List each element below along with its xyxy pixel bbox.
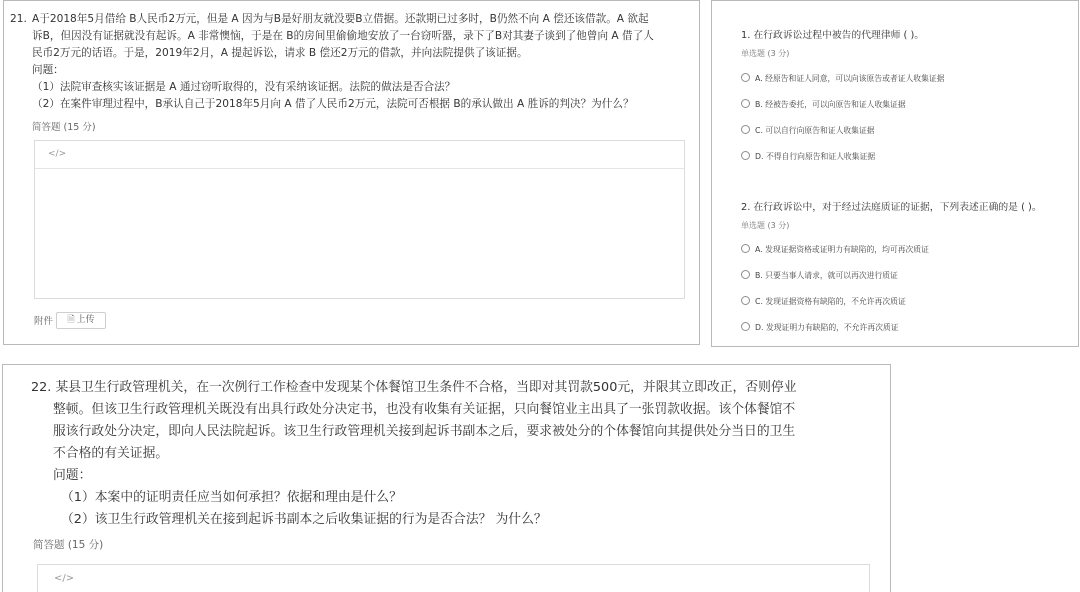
option-text: C. 可以自行向原告和证人收集证据 — [755, 126, 875, 135]
mcq-stem: 2. 在行政诉讼中，对于经过法庭质证的证据，下列表述正确的是 ( )。 — [741, 202, 1042, 213]
radio-icon[interactable] — [741, 244, 750, 253]
question-line: 问题： — [32, 64, 64, 76]
question-21-panel — [3, 0, 700, 345]
question-type-label: 简答题 (15 分) — [32, 122, 96, 133]
option-text: A. 经原告和证人同意，可以向该原告或者证人收集证据 — [755, 74, 945, 83]
radio-icon[interactable] — [741, 125, 750, 134]
code-view-icon[interactable]: </> — [48, 149, 67, 159]
radio-icon[interactable] — [741, 270, 750, 279]
answer-editor[interactable] — [37, 564, 870, 592]
sub-question: （2）在案件审理过程中，B承认自己于2018年5月向 A 借了人民币2万元，法院可否根据 B的承认做出 A 胜诉的判决？为什么？ — [32, 98, 634, 110]
option-text: A. 发现证据资格或证明力有缺陷的，均可再次质证 — [755, 245, 929, 254]
code-view-icon[interactable]: </> — [54, 573, 75, 584]
mcq-option[interactable] — [741, 73, 944, 84]
mcq-option[interactable] — [741, 125, 875, 136]
mcq-option[interactable] — [741, 151, 875, 162]
option-text: B. 只要当事人请求，就可以再次进行质证 — [755, 271, 898, 280]
answer-editor[interactable] — [34, 140, 685, 299]
option-text: D. 发现证明力有缺陷的，不允许再次质证 — [755, 323, 899, 332]
question-number: 22. — [31, 380, 52, 395]
radio-icon[interactable] — [741, 73, 750, 82]
mcq-question-1 — [741, 29, 1071, 161]
mcq-question-2 — [741, 201, 1071, 332]
question-line: 不合格的有关证据。 — [53, 446, 169, 461]
mcq-option[interactable] — [741, 296, 906, 307]
option-text: B. 经被告委托，可以向原告和证人收集证据 — [755, 100, 906, 109]
sub-question: （1）本案中的证明责任应当如何承担？依据和理由是什么？ — [61, 490, 402, 505]
mcq-option[interactable] — [741, 322, 899, 333]
option-text: D. 不得自行向原告和证人收集证据 — [755, 152, 876, 161]
upload-label: 上传 — [76, 315, 95, 325]
question-line: 民币2万元的话语。于是，2019年2月，A 提起诉讼，请求 B 偿还2万元的借款，并向法院提供了该证据。 — [32, 47, 528, 59]
question-22-panel — [2, 364, 891, 592]
radio-icon[interactable] — [741, 99, 750, 108]
upload-button[interactable] — [56, 312, 106, 329]
question-line: 服该行政处分决定，即向人民法院起诉。该卫生行政管理机关接到起诉书副本之后，要求被处分的个体餐馆向其提供处分当日的卫生 — [53, 424, 796, 439]
radio-icon[interactable] — [741, 151, 750, 160]
mcq-stem: 1. 在行政诉讼过程中被告的代理律师 ( )。 — [741, 30, 925, 41]
question-22-text — [31, 377, 871, 531]
attachment-label: 附件 — [34, 316, 54, 327]
mcq-option[interactable] — [741, 270, 898, 281]
question-line — [31, 377, 871, 399]
radio-icon[interactable] — [741, 296, 750, 305]
mcq-panel — [711, 0, 1079, 347]
mcq-option[interactable] — [741, 244, 929, 255]
upload-file-icon: 🗎 — [67, 315, 75, 325]
question-line-text: 某县卫生行政管理机关，在一次例行工作检查中发现某个体餐馆卫生条件不合格，当即对其罚款500元，并限其立即改正，否则停业 — [55, 380, 797, 395]
sub-question: （1）法院审查核实该证据是 A 通过窃听取得的，没有采纳该证据。法院的做法是否合法？ — [32, 81, 456, 93]
mcq-type-label: 单选题 (3 分) — [741, 49, 790, 58]
question-line: 整顿。但该卫生行政管理机关既没有出具行政处分决定书，也没有收集有关证据，只向餐馆业主出具了一张罚款收据。该个体餐馆不 — [53, 402, 796, 417]
question-type-label: 简答题 (15 分) — [33, 539, 104, 551]
question-21-text — [10, 11, 682, 113]
question-line: A于2018年5月借给 B人民币2万元，但是 A 因为与B是好朋友就没要B立借据。还款期已过多时，B仍然不向 A 偿还该借款。A 欲起 — [32, 13, 649, 25]
editor-toolbar — [35, 141, 684, 169]
option-text: C. 发现证据资格有缺陷的，不允许再次质证 — [755, 297, 906, 306]
mcq-type-label: 单选题 (3 分) — [741, 221, 790, 230]
radio-icon[interactable] — [741, 322, 750, 331]
sub-question: （2）该卫生行政管理机关在接到起诉书副本之后收集证据的行为是否合法？ 为什么？ — [61, 512, 547, 527]
question-number: 21. — [10, 13, 27, 25]
mcq-option[interactable] — [741, 99, 906, 110]
question-line: 问题： — [53, 468, 92, 483]
question-line: 诉B，但因没有证据就没有起诉。A 非常懊恼，于是在 B的房间里偷偷地安放了一台窃听器，录下了B对其妻子谈到了他曾向 A 借了人 — [32, 30, 654, 42]
